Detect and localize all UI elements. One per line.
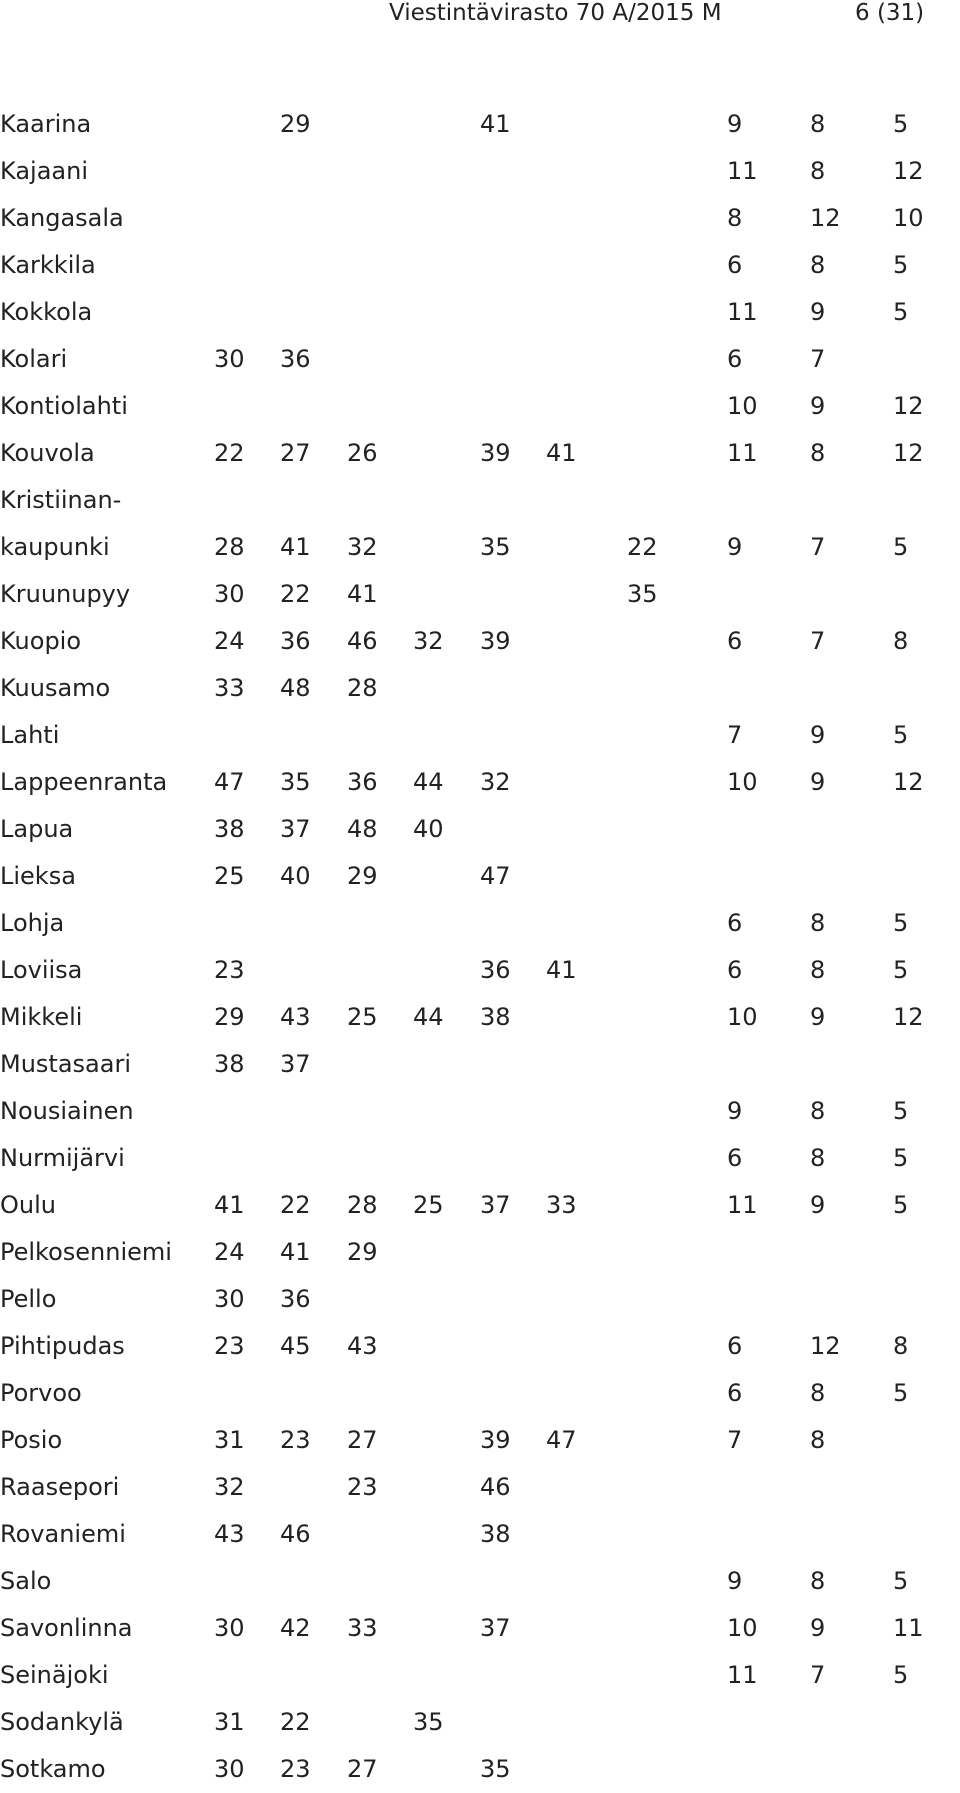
municipality-name: Rovaniemi	[0, 1520, 126, 1548]
table-cell: 32	[214, 1473, 245, 1501]
table-cell: 9	[727, 533, 743, 561]
table-cell: 25	[413, 1191, 444, 1219]
publication-reference: Viestintävirasto 70 A/2015 M	[389, 0, 722, 26]
table-cell: 32	[347, 533, 378, 561]
table-cell: 41	[546, 439, 577, 467]
table-cell: 24	[214, 627, 245, 655]
table-cell: 28	[347, 674, 378, 702]
table-cell: 38	[480, 1003, 511, 1031]
table-cell: 5	[893, 1567, 909, 1595]
municipality-name: Kruunupyy	[0, 580, 131, 608]
table-cell: 29	[280, 110, 311, 138]
municipality-name: Lieksa	[0, 862, 76, 890]
table-cell: 12	[893, 439, 924, 467]
table-cell: 8	[810, 1097, 826, 1125]
table-cell: 8	[893, 627, 909, 655]
table-cell: 41	[546, 956, 577, 984]
table-cell: 6	[727, 345, 743, 373]
table-row	[0, 383, 960, 430]
table-row	[0, 1605, 960, 1652]
municipality-name: Kristiinan-	[0, 486, 122, 514]
table-cell: 40	[280, 862, 311, 890]
table-cell: 10	[727, 1614, 758, 1642]
table-cell: 38	[480, 1520, 511, 1548]
table-cell: 5	[893, 110, 909, 138]
table-cell: 6	[727, 956, 743, 984]
table-cell: 44	[413, 768, 444, 796]
table-cell: 5	[893, 721, 909, 749]
municipality-name: Pello	[0, 1285, 57, 1313]
table-row	[0, 618, 960, 665]
table-row	[0, 994, 960, 1041]
table-cell: 48	[347, 815, 378, 843]
table-cell: 37	[480, 1191, 511, 1219]
table-cell: 28	[214, 533, 245, 561]
table-cell: 29	[347, 1238, 378, 1266]
table-cell: 5	[893, 909, 909, 937]
table-cell: 23	[347, 1473, 378, 1501]
table-cell: 35	[480, 1755, 511, 1783]
table-cell: 6	[727, 251, 743, 279]
table-cell: 12	[893, 157, 924, 185]
table-row	[0, 1182, 960, 1229]
table-cell: 12	[810, 1332, 841, 1360]
municipality-name: Kontiolahti	[0, 392, 128, 420]
table-cell: 11	[727, 439, 758, 467]
table-row	[0, 1417, 960, 1464]
table-row	[0, 1088, 960, 1135]
table-cell: 9	[727, 110, 743, 138]
table-cell: 5	[893, 1661, 909, 1689]
table-cell: 36	[480, 956, 511, 984]
table-row	[0, 1135, 960, 1182]
table-cell: 30	[214, 1614, 245, 1642]
table-cell: 6	[727, 909, 743, 937]
table-cell: 8	[810, 956, 826, 984]
table-cell: 5	[893, 1191, 909, 1219]
table-cell: 8	[810, 439, 826, 467]
table-cell: 27	[347, 1755, 378, 1783]
table-cell: 37	[480, 1614, 511, 1642]
table-cell: 37	[280, 1050, 311, 1078]
table-cell: 33	[546, 1191, 577, 1219]
table-cell: 11	[727, 1661, 758, 1689]
table-cell: 30	[214, 1755, 245, 1783]
table-cell: 39	[480, 627, 511, 655]
table-cell: 30	[214, 345, 245, 373]
table-cell: 9	[810, 768, 826, 796]
table-cell: 5	[893, 298, 909, 326]
table-row	[0, 477, 960, 524]
table-cell: 44	[413, 1003, 444, 1031]
table-cell: 12	[893, 392, 924, 420]
table-cell: 9	[727, 1097, 743, 1125]
table-cell: 9	[810, 298, 826, 326]
table-cell: 23	[280, 1426, 311, 1454]
table-cell: 29	[214, 1003, 245, 1031]
table-cell: 5	[893, 251, 909, 279]
table-cell: 48	[280, 674, 311, 702]
table-row	[0, 242, 960, 289]
municipality-name: Lahti	[0, 721, 60, 749]
table-cell: 10	[893, 204, 924, 232]
table-cell: 23	[280, 1755, 311, 1783]
table-cell: 9	[810, 1614, 826, 1642]
table-cell: 43	[214, 1520, 245, 1548]
table-cell: 8	[810, 1379, 826, 1407]
table-cell: 7	[810, 345, 826, 373]
table-row	[0, 148, 960, 195]
table-cell: 32	[413, 627, 444, 655]
municipality-name: Kolari	[0, 345, 68, 373]
table-cell: 27	[280, 439, 311, 467]
table-cell: 7	[810, 1661, 826, 1689]
table-cell: 8	[810, 1144, 826, 1172]
table-cell: 26	[347, 439, 378, 467]
table-row	[0, 1370, 960, 1417]
table-cell: 41	[480, 110, 511, 138]
table-row	[0, 1511, 960, 1558]
municipality-name: Kaarina	[0, 110, 92, 138]
table-cell: 43	[347, 1332, 378, 1360]
table-row	[0, 101, 960, 148]
table-cell: 11	[893, 1614, 924, 1642]
municipality-name: Mikkeli	[0, 1003, 83, 1031]
table-cell: 35	[280, 768, 311, 796]
table-cell: 8	[810, 1567, 826, 1595]
table-cell: 9	[810, 1191, 826, 1219]
municipality-name: Porvoo	[0, 1379, 82, 1407]
municipality-name: Oulu	[0, 1191, 56, 1219]
table-cell: 5	[893, 1144, 909, 1172]
municipality-name: Kajaani	[0, 157, 88, 185]
table-cell: 41	[214, 1191, 245, 1219]
municipality-name: Savonlinna	[0, 1614, 133, 1642]
table-cell: 8	[893, 1332, 909, 1360]
table-cell: 5	[893, 1379, 909, 1407]
municipality-name: Mustasaari	[0, 1050, 131, 1078]
table-cell: 5	[893, 1097, 909, 1125]
municipality-name: Nousiainen	[0, 1097, 134, 1125]
table-cell: 6	[727, 1379, 743, 1407]
municipality-name: Kouvola	[0, 439, 95, 467]
table-cell: 24	[214, 1238, 245, 1266]
table-cell: 8	[810, 157, 826, 185]
table-cell: 41	[347, 580, 378, 608]
table-cell: 8	[810, 251, 826, 279]
municipality-name: Raasepori	[0, 1473, 120, 1501]
table-cell: 47	[480, 862, 511, 890]
table-cell: 23	[214, 1332, 245, 1360]
table-row	[0, 1276, 960, 1323]
table-cell: 8	[810, 909, 826, 937]
table-row	[0, 1699, 960, 1746]
table-cell: 9	[810, 392, 826, 420]
table-cell: 37	[280, 815, 311, 843]
table-cell: 33	[347, 1614, 378, 1642]
table-cell: 46	[480, 1473, 511, 1501]
page-header	[0, 0, 960, 26]
table-cell: 6	[727, 1144, 743, 1172]
table-cell: 31	[214, 1426, 245, 1454]
municipality-name: kaupunki	[0, 533, 110, 561]
table-cell: 40	[413, 815, 444, 843]
table-cell: 9	[810, 721, 826, 749]
table-cell: 36	[280, 627, 311, 655]
table-cell: 7	[727, 1426, 743, 1454]
municipality-name: Kuusamo	[0, 674, 111, 702]
table-cell: 12	[810, 204, 841, 232]
municipality-name: Seinäjoki	[0, 1661, 109, 1689]
table-cell: 10	[727, 392, 758, 420]
table-row	[0, 1041, 960, 1088]
table-cell: 27	[347, 1426, 378, 1454]
table-cell: 32	[480, 768, 511, 796]
municipality-name: Lohja	[0, 909, 65, 937]
municipality-name: Salo	[0, 1567, 52, 1595]
table-cell: 22	[280, 1708, 311, 1736]
table-cell: 7	[810, 627, 826, 655]
table-cell: 22	[214, 439, 245, 467]
table-cell: 46	[347, 627, 378, 655]
municipality-name: Sodankylä	[0, 1708, 124, 1736]
table-cell: 31	[214, 1708, 245, 1736]
table-cell: 10	[727, 768, 758, 796]
table-row	[0, 571, 960, 618]
table-cell: 6	[727, 1332, 743, 1360]
table-row	[0, 1464, 960, 1511]
table-cell: 23	[214, 956, 245, 984]
table-cell: 8	[810, 110, 826, 138]
table-cell: 35	[413, 1708, 444, 1736]
table-cell: 9	[727, 1567, 743, 1595]
table-cell: 25	[214, 862, 245, 890]
table-row	[0, 289, 960, 336]
table-cell: 29	[347, 862, 378, 890]
table-row	[0, 947, 960, 994]
table-row	[0, 665, 960, 712]
table-row	[0, 430, 960, 477]
table-cell: 12	[893, 768, 924, 796]
municipality-name: Posio	[0, 1426, 63, 1454]
table-cell: 30	[214, 580, 245, 608]
municipality-name: Kuopio	[0, 627, 82, 655]
table-cell: 8	[727, 204, 743, 232]
table-cell: 36	[347, 768, 378, 796]
table-cell: 45	[280, 1332, 311, 1360]
table-row	[0, 712, 960, 759]
municipality-name: Kokkola	[0, 298, 93, 326]
table-cell: 8	[810, 1426, 826, 1454]
table-cell: 39	[480, 439, 511, 467]
table-row	[0, 1746, 960, 1793]
municipality-name: Pihtipudas	[0, 1332, 125, 1360]
table-cell: 35	[480, 533, 511, 561]
table-cell: 10	[727, 1003, 758, 1031]
table-cell: 22	[280, 1191, 311, 1219]
page-number: 6 (31)	[855, 0, 925, 26]
table-row	[0, 1558, 960, 1605]
table-row	[0, 759, 960, 806]
table-row	[0, 900, 960, 947]
table-cell: 36	[280, 345, 311, 373]
table-cell: 42	[280, 1614, 311, 1642]
table-cell: 43	[280, 1003, 311, 1031]
table-cell: 22	[280, 580, 311, 608]
table-cell: 30	[214, 1285, 245, 1313]
table-cell: 5	[893, 533, 909, 561]
table-cell: 35	[627, 580, 658, 608]
table-cell: 38	[214, 815, 245, 843]
table-cell: 46	[280, 1520, 311, 1548]
table-cell: 9	[810, 1003, 826, 1031]
table-cell: 7	[727, 721, 743, 749]
municipality-name: Loviisa	[0, 956, 83, 984]
table-cell: 25	[347, 1003, 378, 1031]
municipality-name: Nurmijärvi	[0, 1144, 125, 1172]
table-cell: 7	[810, 533, 826, 561]
table-row	[0, 1229, 960, 1276]
table-cell: 11	[727, 298, 758, 326]
table-cell: 28	[347, 1191, 378, 1219]
municipality-name: Lapua	[0, 815, 74, 843]
table-cell: 12	[893, 1003, 924, 1031]
table-row	[0, 853, 960, 900]
municipality-name: Pelkosenniemi	[0, 1238, 172, 1266]
table-cell: 11	[727, 1191, 758, 1219]
table-cell: 47	[546, 1426, 577, 1454]
table-cell: 41	[280, 1238, 311, 1266]
table-cell: 5	[893, 956, 909, 984]
table-row	[0, 1652, 960, 1699]
table-row	[0, 336, 960, 383]
table-row	[0, 1323, 960, 1370]
table-cell: 36	[280, 1285, 311, 1313]
table-cell: 22	[627, 533, 658, 561]
table-row	[0, 524, 960, 571]
table-cell: 11	[727, 157, 758, 185]
table-row	[0, 195, 960, 242]
table-cell: 41	[280, 533, 311, 561]
municipality-name: Sotkamo	[0, 1755, 106, 1783]
table-cell: 39	[480, 1426, 511, 1454]
table-cell: 47	[214, 768, 245, 796]
table-cell: 38	[214, 1050, 245, 1078]
municipality-name: Karkkila	[0, 251, 96, 279]
table-cell: 33	[214, 674, 245, 702]
municipality-name: Lappeenranta	[0, 768, 168, 796]
municipality-name: Kangasala	[0, 204, 124, 232]
table-row	[0, 806, 960, 853]
table-cell: 6	[727, 627, 743, 655]
